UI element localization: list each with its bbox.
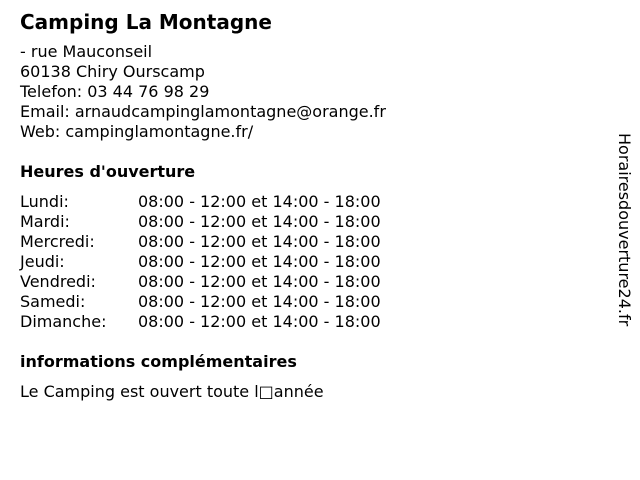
business-card xyxy=(20,9,600,402)
additional-info-heading: informations complémentaires xyxy=(20,352,297,371)
time-range: 08:00 - 12:00 et 14:00 - 18:00 xyxy=(138,192,381,211)
time-range: 08:00 - 12:00 et 14:00 - 18:00 xyxy=(138,212,381,231)
day-label: Jeudi: xyxy=(20,252,65,271)
opening-hours-heading: Heures d'ouverture xyxy=(20,162,196,181)
day-label: Lundi: xyxy=(20,192,69,211)
day-label: Mardi: xyxy=(20,212,70,231)
address-line-2: 60138 Chiry Ourscamp xyxy=(20,62,205,81)
email-line: Email: arnaudcampinglamontagne@orange.fr xyxy=(20,102,386,121)
site-brand-vertical: Horairesdouverture24.fr xyxy=(615,133,634,327)
web-line: Web: campinglamontagne.fr/ xyxy=(20,122,254,141)
day-label: Samedi: xyxy=(20,292,86,311)
time-range: 08:00 - 12:00 et 14:00 - 18:00 xyxy=(138,232,381,251)
day-label: Mercredi: xyxy=(20,232,95,251)
time-range: 08:00 - 12:00 et 14:00 - 18:00 xyxy=(138,252,381,271)
day-label: Dimanche: xyxy=(20,312,107,331)
phone-line: Telefon: 03 44 76 98 29 xyxy=(20,82,210,101)
hours-row-monday xyxy=(20,192,600,212)
business-name: Camping La Montagne xyxy=(20,10,272,34)
day-label: Vendredi: xyxy=(20,272,96,291)
time-range: 08:00 - 12:00 et 14:00 - 18:00 xyxy=(138,312,381,331)
hours-row-tuesday xyxy=(20,212,600,232)
hours-row-sunday xyxy=(20,312,600,332)
hours-row-wednesday xyxy=(20,232,600,252)
additional-info-text: Le Camping est ouvert toute l□année xyxy=(20,382,324,401)
time-range: 08:00 - 12:00 et 14:00 - 18:00 xyxy=(138,272,381,291)
opening-hours-table xyxy=(20,192,600,332)
address-line-1: - rue Mauconseil xyxy=(20,42,153,61)
hours-row-thursday xyxy=(20,252,600,272)
hours-row-saturday xyxy=(20,292,600,312)
hours-row-friday xyxy=(20,272,600,292)
time-range: 08:00 - 12:00 et 14:00 - 18:00 xyxy=(138,292,381,311)
